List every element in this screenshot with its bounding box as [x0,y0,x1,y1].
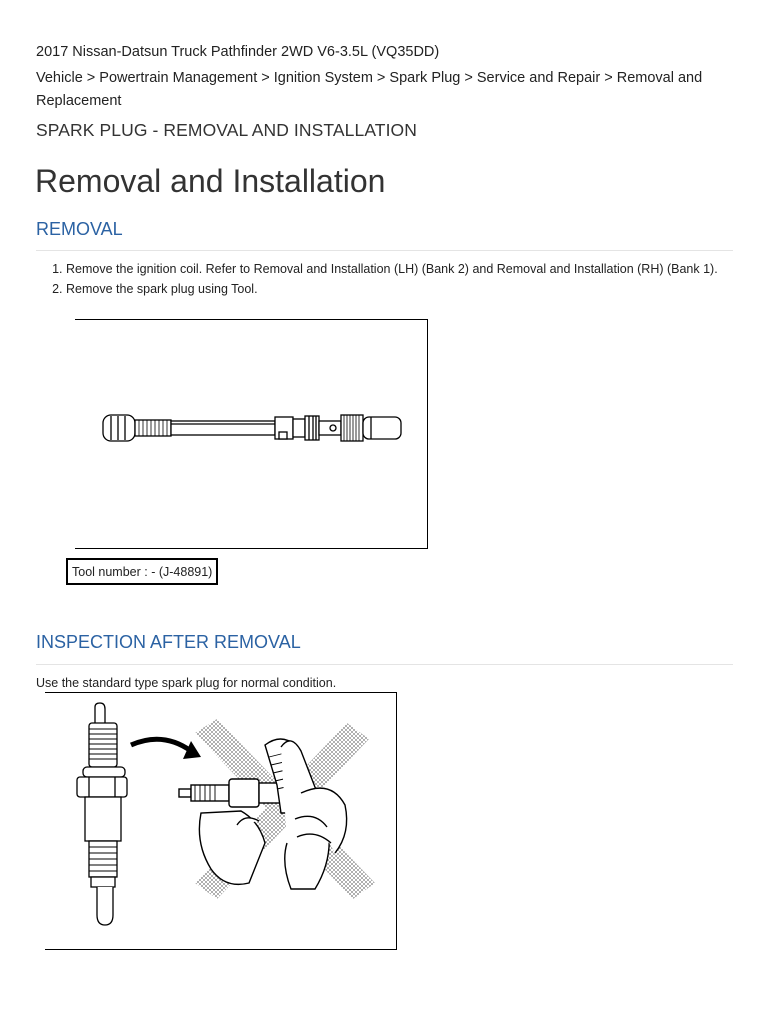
spark-plug-illustration [45,692,397,950]
removal-steps [36,260,746,299]
inspection-text: Use the standard type spark plug for normal condition. [36,676,337,690]
spark-plug-socket-tool-drawing [75,320,427,548]
vehicle-title: 2017 Nissan-Datsun Truck Pathfinder 2WD V6-3.5L (VQ35DD) [36,44,440,60]
divider [36,664,733,665]
tool-number-label: Tool number : - (J-48891) [66,558,218,585]
tool-illustration [75,319,428,549]
step-item: 2. Remove the spark plug using Tool. [66,280,746,300]
section-title: Removal and Installation [35,163,386,199]
document-title: SPARK PLUG - REMOVAL AND INSTALLATION [36,120,418,140]
spark-plug-comparison-drawing [45,693,396,949]
step-item: 1. Remove the ignition coil. Refer to Removal and Installation (LH) (Bank 2) and Removal and Installation (RH) (Bank 1). [66,260,746,280]
breadcrumb: Vehicle > Powertrain Management > Ignition System > Spark Plug > Service and Repair > Removal and Replacement [36,70,703,109]
inspection-heading: INSPECTION AFTER REMOVAL [36,632,301,652]
divider [36,250,733,251]
removal-heading: REMOVAL [36,219,123,239]
